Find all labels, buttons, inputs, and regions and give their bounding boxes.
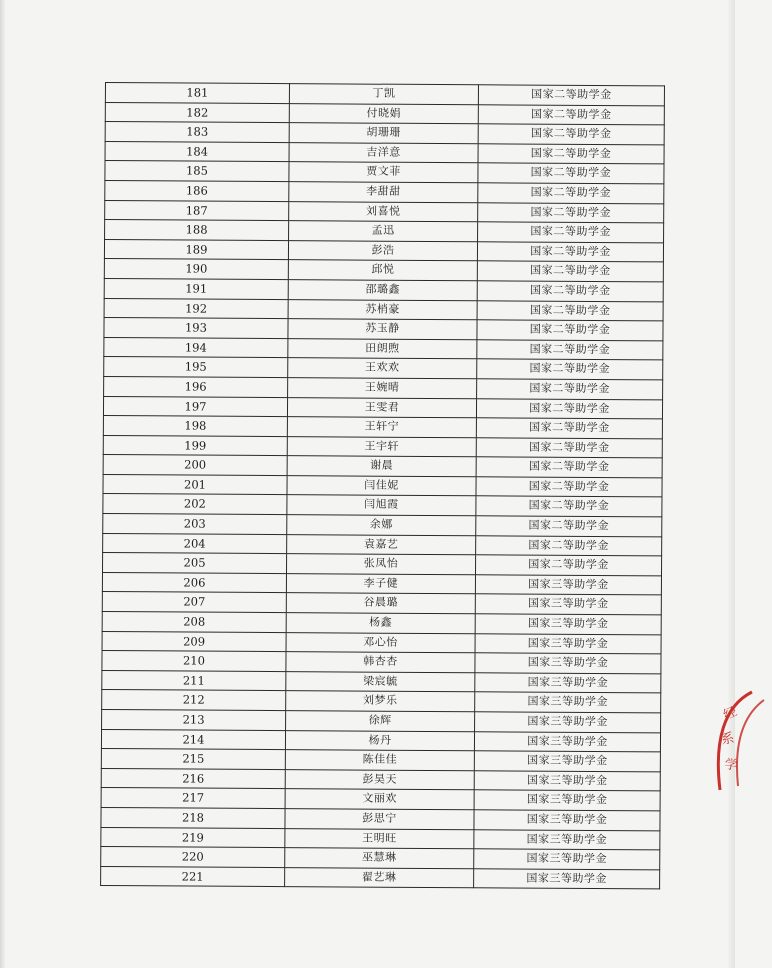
award-type: 国家二等助学金 (477, 339, 663, 360)
recipient-name: 张凤怡 (287, 554, 476, 575)
row-number: 216 (101, 768, 285, 789)
award-type: 国家二等助学金 (476, 418, 662, 439)
table-row (101, 749, 660, 772)
table-row (103, 474, 662, 497)
row-number: 187 (105, 200, 289, 221)
table-row (101, 768, 660, 791)
recipient-name: 邱悦 (288, 260, 477, 281)
award-type: 国家二等助学金 (477, 242, 663, 263)
recipient-name: 彭思宁 (285, 809, 474, 830)
row-number: 188 (105, 220, 289, 241)
recipient-name: 邵璐鑫 (288, 280, 477, 301)
award-type: 国家二等助学金 (477, 359, 663, 380)
award-type: 国家三等助学金 (475, 712, 661, 733)
row-number: 189 (104, 239, 288, 260)
red-seal-stamp-icon (712, 686, 772, 796)
table-row (105, 122, 664, 145)
row-number: 203 (103, 514, 287, 535)
row-number: 202 (103, 494, 287, 515)
table-body (101, 83, 665, 890)
recipient-name: 王明旺 (285, 828, 474, 849)
row-number: 210 (102, 651, 286, 672)
row-number: 184 (105, 141, 289, 162)
award-type: 国家二等助学金 (475, 555, 661, 576)
table-row (103, 435, 662, 458)
table-row (102, 651, 661, 674)
row-number: 196 (104, 376, 288, 397)
row-number: 185 (105, 161, 289, 182)
row-number: 221 (101, 866, 285, 887)
table-row (104, 357, 663, 380)
scholarship-recipient-table (100, 82, 665, 890)
award-type: 国家三等助学金 (475, 594, 661, 615)
recipient-name: 苏玉静 (288, 319, 477, 340)
recipient-name: 邓心怡 (286, 632, 475, 653)
row-number: 220 (101, 847, 285, 868)
award-type: 国家二等助学金 (478, 104, 664, 125)
recipient-name: 杨丹 (285, 730, 474, 751)
recipient-name: 陈佳佳 (285, 750, 474, 771)
table-row (102, 709, 661, 732)
table-row (104, 239, 663, 262)
row-number: 217 (101, 788, 285, 809)
award-type: 国家二等助学金 (478, 163, 664, 184)
award-type: 国家二等助学金 (476, 516, 662, 537)
award-type: 国家二等助学金 (476, 437, 662, 458)
table-row (101, 847, 660, 870)
table-row (102, 592, 661, 615)
table-row (103, 553, 662, 576)
recipient-name: 余娜 (287, 515, 476, 536)
table-row (103, 494, 662, 517)
row-number: 215 (101, 749, 285, 770)
table-row (105, 141, 664, 164)
award-type: 国家二等助学金 (477, 300, 663, 321)
award-type: 国家二等助学金 (476, 477, 662, 498)
row-number: 214 (101, 729, 285, 750)
award-type: 国家三等助学金 (474, 731, 660, 752)
table-row (104, 298, 663, 321)
recipient-name: 孟迅 (289, 221, 478, 242)
recipient-name: 袁嘉艺 (287, 534, 476, 555)
row-number: 183 (105, 122, 289, 143)
table-row (104, 318, 663, 341)
award-type: 国家三等助学金 (474, 869, 660, 890)
recipient-name: 彭浩 (288, 240, 477, 261)
row-number: 181 (105, 83, 289, 104)
recipient-name: 王轩宁 (287, 417, 476, 438)
recipient-name: 刘梦乐 (286, 691, 475, 712)
table-row (105, 161, 664, 184)
row-number: 212 (102, 690, 286, 711)
row-number: 206 (102, 572, 286, 593)
recipient-name: 李子健 (286, 573, 475, 594)
row-number: 211 (102, 670, 286, 691)
recipient-name: 谷晨璐 (286, 593, 475, 614)
svg-text:经: 经 (721, 704, 740, 724)
row-number: 205 (103, 553, 287, 574)
award-type: 国家二等助学金 (476, 457, 662, 478)
recipient-name: 苏梢豪 (288, 299, 477, 320)
row-number: 204 (103, 533, 287, 554)
award-type: 国家二等助学金 (478, 202, 664, 223)
recipient-name: 徐辉 (286, 711, 475, 732)
recipient-name: 巫慧琳 (285, 848, 474, 869)
table-row (103, 416, 662, 439)
recipient-name: 吉洋意 (289, 142, 478, 163)
recipient-name: 翟艺琳 (285, 867, 474, 888)
table-row (103, 514, 662, 537)
table-row (101, 807, 660, 830)
recipient-name: 王婉晴 (288, 378, 477, 399)
svg-text:学: 学 (723, 757, 739, 774)
award-type: 国家二等助学金 (478, 85, 664, 106)
table-row (103, 533, 662, 556)
award-type: 国家三等助学金 (475, 653, 661, 674)
recipient-name: 王雯君 (287, 397, 476, 418)
row-number: 193 (104, 318, 288, 339)
recipient-name: 韩杏杏 (286, 652, 475, 673)
recipient-name: 杨鑫 (286, 613, 475, 634)
table-row (102, 690, 661, 713)
award-type: 国家二等助学金 (477, 320, 663, 341)
row-number: 195 (104, 357, 288, 378)
recipient-name: 闫佳妮 (287, 475, 476, 496)
recipient-name: 李甜甜 (289, 182, 478, 203)
recipient-name: 闫旭霞 (287, 495, 476, 516)
table-row (104, 259, 663, 282)
row-number: 218 (101, 807, 285, 828)
table-row (102, 572, 661, 595)
row-number: 182 (105, 102, 289, 123)
table-row (101, 788, 660, 811)
award-type: 国家二等助学金 (476, 535, 662, 556)
table-row (105, 200, 664, 223)
row-number: 213 (102, 709, 286, 730)
table-row (101, 866, 660, 889)
table-row (104, 376, 663, 399)
row-number: 208 (102, 612, 286, 633)
award-type: 国家二等助学金 (477, 261, 663, 282)
row-number: 219 (101, 827, 285, 848)
row-number: 194 (104, 337, 288, 358)
recipient-name: 刘喜悦 (289, 201, 478, 222)
recipient-name: 谢晨 (287, 456, 476, 477)
recipient-name: 彭昊天 (285, 769, 474, 790)
row-number: 186 (105, 180, 289, 201)
award-type: 国家三等助学金 (474, 849, 660, 870)
recipient-name: 文丽欢 (285, 789, 474, 810)
svg-text:系: 系 (720, 730, 736, 748)
row-number: 190 (104, 259, 288, 280)
table-row (105, 83, 664, 106)
recipient-name: 贾文菲 (289, 162, 478, 183)
row-number: 197 (103, 396, 287, 417)
table-row (105, 180, 664, 203)
recipient-name: 胡珊珊 (289, 123, 478, 144)
award-type: 国家三等助学金 (475, 575, 661, 596)
table-row (104, 337, 663, 360)
page-edge-shadow-right (727, 0, 735, 968)
row-number: 192 (104, 298, 288, 319)
award-type: 国家二等助学金 (476, 496, 662, 517)
page-edge-shadow-left (0, 0, 6, 968)
row-number: 201 (103, 474, 287, 495)
award-type: 国家三等助学金 (475, 633, 661, 654)
recipient-name: 梁宸毓 (286, 671, 475, 692)
table-row (103, 455, 662, 478)
award-type: 国家三等助学金 (474, 790, 660, 811)
award-type: 国家三等助学金 (474, 829, 660, 850)
award-type: 国家三等助学金 (474, 771, 660, 792)
table-row (103, 396, 662, 419)
award-type: 国家二等助学金 (478, 124, 664, 145)
award-type: 国家二等助学金 (478, 222, 664, 243)
award-type: 国家二等助学金 (478, 183, 664, 204)
table-row (102, 670, 661, 693)
table-row (105, 220, 664, 243)
recipient-name: 王欢欢 (288, 358, 477, 379)
award-type: 国家三等助学金 (474, 751, 660, 772)
award-type: 国家二等助学金 (477, 281, 663, 302)
table-row (102, 612, 661, 635)
award-type: 国家三等助学金 (475, 673, 661, 694)
recipient-name: 丁凯 (289, 84, 478, 105)
award-type: 国家二等助学金 (477, 379, 663, 400)
table-row (102, 631, 661, 654)
row-number: 207 (102, 592, 286, 613)
table-row (105, 102, 664, 125)
row-number: 209 (102, 631, 286, 652)
recipient-name: 田朗煦 (288, 338, 477, 359)
table-row (101, 729, 660, 752)
award-type: 国家三等助学金 (475, 614, 661, 635)
row-number: 199 (103, 435, 287, 456)
recipient-name: 王宇轩 (287, 436, 476, 457)
table-row (101, 827, 660, 850)
row-number: 198 (103, 416, 287, 437)
row-number: 200 (103, 455, 287, 476)
award-type: 国家二等助学金 (478, 144, 664, 165)
award-type: 国家二等助学金 (476, 398, 662, 419)
recipient-name: 付晓娟 (289, 103, 478, 124)
row-number: 191 (104, 278, 288, 299)
award-type: 国家三等助学金 (475, 692, 661, 713)
table-row (104, 278, 663, 301)
award-type: 国家三等助学金 (474, 810, 660, 831)
